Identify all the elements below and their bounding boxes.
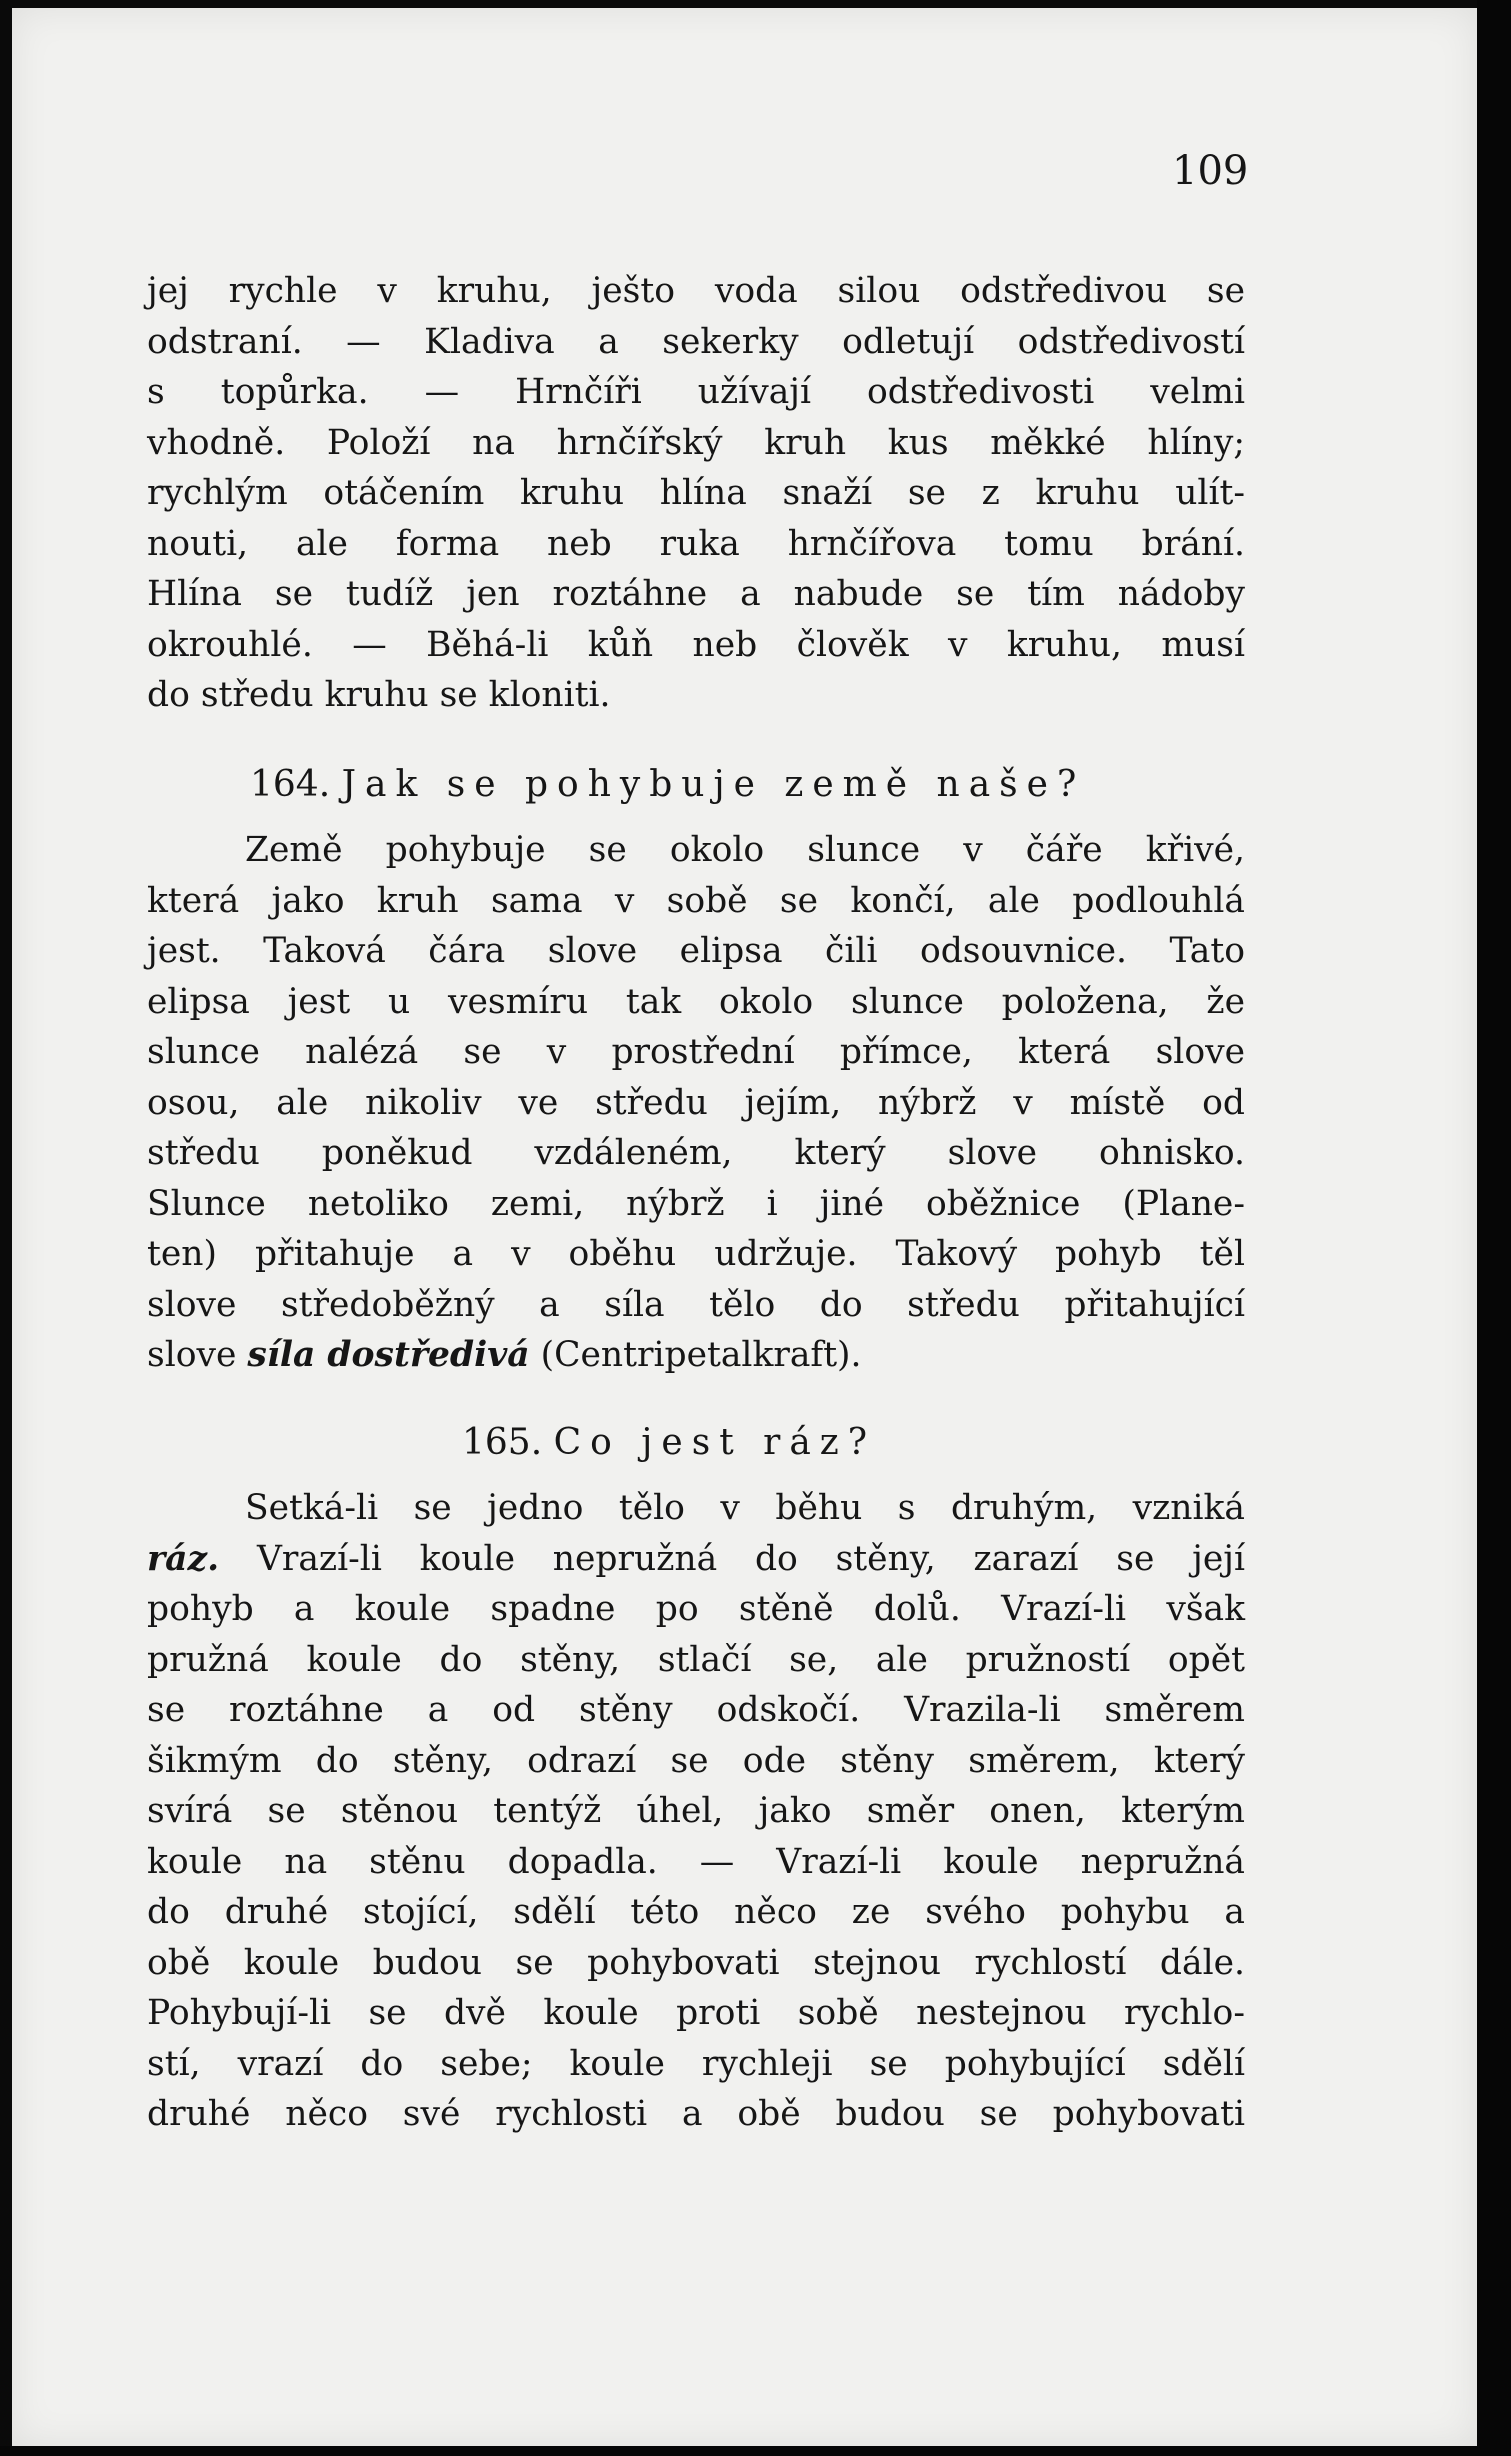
text-line: s topůrka. — Hrnčíři užívají odstředivosti velmi [147, 372, 1245, 412]
section-164-body [147, 825, 1245, 1381]
text-line: do druhé stojící, sdělí této něco ze svého pohybu a [147, 1892, 1245, 1932]
section-title: Jak se pohybuje země naše? [341, 764, 1086, 805]
text-line: do středu kruhu se kloniti. [147, 675, 611, 715]
section-165-body [147, 1483, 1245, 2140]
section-heading-164 [250, 760, 1085, 810]
text-line: obě koule budou se pohybovati stejnou rychlostí dále. [147, 1942, 1245, 1983]
text-line: slove středoběžný a síla tělo do středu přitahující [147, 1284, 1245, 1325]
text-line: jest. Taková čára slove elipsa čili odsouvnice. Tato [147, 931, 1245, 971]
scan-edge-bottom [0, 2446, 1511, 2456]
section-number: 165. [462, 1422, 543, 1463]
text-fragment: slove [147, 1335, 237, 1375]
text-line: osou, ale nikoliv ve středu jejím, nýbrž v místě od [147, 1082, 1245, 1123]
text-line [147, 1330, 1245, 1381]
text-fragment: Vrazí-li koule nepružná do stěny, zarazí se její [256, 1538, 1246, 1579]
text-line: vhodně. Položí na hrnčířský kruh kus měkké hlíny; [147, 422, 1245, 463]
text-line: Slunce netoliko zemi, nýbrž i jiné oběžnice (Plane- [147, 1183, 1245, 1224]
section-heading-165 [462, 1418, 876, 1468]
emphasis-term: ráz. [147, 1538, 220, 1579]
text-line: která jako kruh sama v sobě se končí, ale podlouhlá [147, 880, 1245, 921]
book-page [12, 8, 1477, 2446]
paragraph-continued [147, 266, 1245, 721]
scan-edge-right [1477, 0, 1511, 2456]
text-line: středu poněkud vzdáleném, který slove ohnisko. [147, 1133, 1245, 1173]
text-fragment: (Centripetalkraft). [540, 1335, 862, 1375]
text-line: Hlína se tudíž jen roztáhne a nabude se tím nádoby [147, 574, 1245, 614]
text-line: nouti, ale forma neb ruka hrnčířova tomu brání. [147, 523, 1245, 564]
text-line: koule na stěnu dopadla. — Vrazí-li koule nepružná [147, 1841, 1245, 1882]
emphasis-term: síla dostředivá [247, 1335, 530, 1375]
text-line: druhé něco své rychlosti a obě budou se pohybovati [147, 2094, 1245, 2134]
text-line: Země pohybuje se okolo slunce v čáře křivé, [245, 830, 1245, 870]
text-line: okrouhlé. — Běhá-li kůň neb člověk v kruhu, musí [147, 624, 1245, 665]
page-number: 109 [1172, 148, 1249, 194]
text-line: svírá se stěnou tentýž úhel, jako směr onen, kterým [147, 1791, 1245, 1831]
text-line: šikmým do stěny, odrazí se ode stěny směrem, který [147, 1740, 1245, 1781]
text-line: ten) přitahuje a v oběhu udržuje. Takový pohyb těl [147, 1234, 1245, 1274]
text-line: stí, vrazí do sebe; koule rychleji se pohybující sdělí [147, 2043, 1245, 2084]
text-line: rychlým otáčením kruhu hlína snaží se z kruhu ulít- [147, 473, 1245, 513]
text-line: Pohybují-li se dvě koule proti sobě nestejnou rychlo- [147, 1993, 1245, 2033]
section-number: 164. [250, 764, 331, 805]
text-line: Setká-li se jedno tělo v běhu s druhým, vzniká [245, 1488, 1245, 1528]
text-line: jej rychle v kruhu, ješto voda silou odstředivou se [147, 271, 1245, 311]
text-line: pružná koule do stěny, stlačí se, ale pružností opět [147, 1639, 1245, 1680]
text-line: slunce nalézá se v prostřední přímce, která slove [147, 1032, 1245, 1072]
text-line: odstraní. — Kladiva a sekerky odletují odstředivostí [147, 321, 1245, 362]
text-line: se roztáhne a od stěny odskočí. Vrazila-li směrem [147, 1690, 1245, 1730]
text-line: pohyb a koule spadne po stěně dolů. Vrazí-li však [147, 1589, 1245, 1629]
text-line: elipsa jest u vesmíru tak okolo slunce položena, že [147, 981, 1245, 1022]
section-title: Co jest ráz? [553, 1422, 877, 1463]
text-line [147, 1534, 1245, 1585]
